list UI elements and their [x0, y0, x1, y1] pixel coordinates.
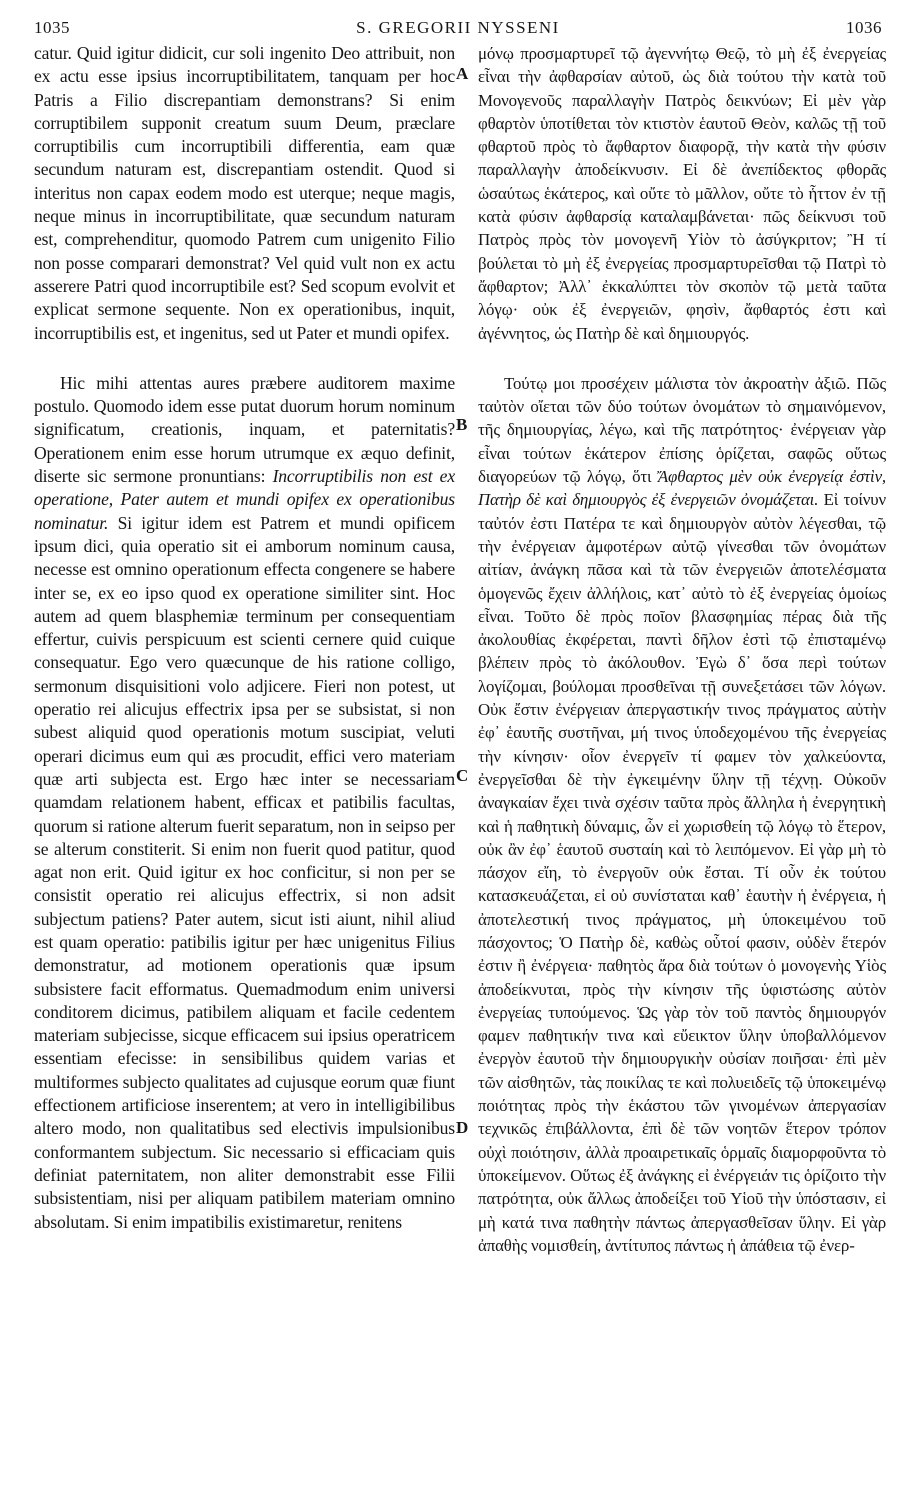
latin-p2-text-b: Si igitur idem est Patrem et mundi opificem ipsum dici, quia operatio sit ei amborum nominum causa, necesse est omnino operationum effecta congenere se habere inter se, ex eo ipso quod ex operatione similiter sint. Hoc autem ad quem blasphemiæ terminum per consequentiam effertur, cuivis perspicuum est scienti cernere quid cuique consequatur. Ego vero quæcunque de his ratione colligo, sermonum disquisitioni volo adjicere. Fieri non potest, ut operatio rei alicujus effectrix ipsa per se subsistat, si non subest aliquid quod operationis motum suscipiat, veluti operari dicimus eum qui æs procudit, effici vero materiam quæ arti subjecta est. Ergo hæc inter se necessariam quamdam relationem habent, efficax et patibilis facultas, quorum si ratione alterum fuerit separatum, non in seipso per se alterum constiterit. Si enim non fuerit quod patitur, quod agat non erit. Quid igitur ex hoc conficitur, si non per se consistit operatio rei alicujus effectrix, si non adsit subjectum patiens? Pater autem, sicut isti aiunt, nihil aliud est quam operatio: patibilis igitur per hæc unigenitus Filius demonstratur, ad motionem operationis quæ ipsum subsistere facit efformatus. Quemadmodum enim universi conditorem dicimus, patibilem aliquam et facile cedentem materiam subjecisse, sicque efficacem sui ipsius operatricem essentiam efecisse: in sensibilibus quidem varias et multiformes subjecto qualitates ad cujusque eorum quæ fiunt effectionem artificiose inserentem; at vero in intelligibilibus altero modo, non qualitatibus sed electivis impulsionibus conformantem subjectum. Sic necessario si efficaciam quis definiat paternitatem, non aliter demonstrabit esse Filii subsistentiam, nisi per aliquam patibilem materiam omnino absolutam. Si enim impatibilis existimaretur, renitens	[34, 512, 455, 1232]
margin-marker-a: A	[456, 64, 469, 83]
margin-marker-c: C	[456, 766, 469, 785]
latin-p2-text-a: Hic mihi attentas aures præbere auditorem maxime postulo. Quomodo idem esse putat duorum horum nominum significatum, creationis, inquam, et paternitatis? Operationem enim esse horum utrumque ex æquo definit, diserte sic sermone pronuntians:	[34, 372, 455, 487]
greek-paragraph-2	[478, 372, 886, 1257]
margin-marker-b: B	[456, 415, 468, 434]
greek-paragraph-1: μόνῳ προσμαρτυρεῖ τῷ ἀγεννήτῳ Θεῷ, τὸ μὴ ἐξ ἐνεργείας εἶναι τὴν ἀφθαρσίαν αὐτοῦ, ὡς διὰ τούτου τὴν κατὰ τοῦ Μονογενοῦς παραλλαγὴν Πατρὸς δεικνύων; Εἰ μὲν γὰρ φθαρτὸν ὑποτίθεται τὸν κτιστὸν ἑαυτοῦ Θεὸν, καλῶς τῇ τοῦ φθαρτοῦ πρὸς τὸ ἄφθαρτον διαφορᾷ, τὴν κατὰ τὴν φύσιν παραλλαγὴν ἀποδείκνυσιν. Εἰ δὲ ἀνεπίδεκτος φθορᾶς ὡσαύτως ἑκάτερος, καὶ οὔτε τὸ μᾶλλον, οὔτε τὸ ἧττον ἐν τῇ κατὰ φύσιν ἀφθαρσίᾳ καταλαμβάνεται· πῶς δείκνυσι τοῦ Πατρὸς πρὸς τὸν μονογενῆ Υἱὸν τὸ ἀσύγκριτον; Ἢ τί βούλεται τὸ μὴ ἐξ ἐνεργείας προσμαρτυρεῖσθαι τῷ Πατρὶ τὸ ἄφθαρτον; Ἀλλ᾽ ἐκκαλύπτει τὸν σκοπὸν τῷ μετὰ ταῦτα λόγῳ· οὐκ ἐξ ἐνεργειῶν, φησὶν, ἄφθαρτός ἐστι καὶ ἀγέννητος, ὡς Πατὴρ δὲ καὶ δημιουργός.	[478, 44, 886, 343]
latin-column	[34, 42, 455, 1234]
latin-p2-italic-quote: Incorruptibilis non est ex operatione, Pater autem et mundi opifex ex operationibus nominatur.	[34, 466, 455, 533]
greek-p2-text-a: Τούτῳ μοι προσέχειν μάλιστα τὸν ἀκροατὴν ἀξιῶ. Πῶς ταὐτὸν οἴεται τῶν δύο τούτων ὀνομάτων τὸ σημαινόμενον, τῆς δημιουργίας, λέγω, καὶ τῆς πατρότητος· ἐνέργειαν γὰρ εἶναι τούτων ἑκάτερον ἐπίσης ὁρίζεται, σαφῶς οὕτως διαγορεύων τῷ λόγῳ, ὅτι	[478, 373, 886, 487]
latin-paragraph-1: catur. Quid igitur didicit, cur soli ingenito Deo attribuit, non ex actu esse ipsius incorruptibilitatem, tanquam per hoc Patris a Filio discrepantiam demonstrans? Si enim corruptibilem supponit creatum suum Deum, præclare corruptibilis cum incorruptibili differentia, eam quæ secundum naturam est, discrepantiam ostendit. Quod si interitus non capax eodem modo est uterque; neque magis, neque minus in incorruptibilitate, quæ secundum naturam est, comprehenditur, quomodo Patrem cum unigenito Filio non posse comparari demonstrat? Vel quid vult non ex actu asserere Patri quod incorruptibile est? Sed scopum evolvit et explicat sermone sequente. Non ex operationibus, inquit, incorruptibilis est, et ingenitus, sed ut Pater et mundi opifex.	[34, 43, 455, 343]
greek-p2-italic-quote: Ἄφθαρτος μὲν οὐκ ἐνεργείᾳ ἐστὶν, Πατὴρ δὲ καὶ δημιουργὸς ἐξ ἐνεργειῶν ὀνομάζεται.	[478, 467, 886, 510]
greek-column	[478, 42, 886, 1257]
running-title: S. GREGORII NYSSENI	[356, 18, 560, 37]
running-header	[34, 14, 882, 40]
page-number-left: 1035	[34, 18, 70, 37]
margin-marker-d: D	[456, 1118, 469, 1137]
greek-p2-text-b: Εἰ τοίνυν ταὐτόν ἐστι Πατέρα τε καὶ δημιουργὸν αὐτὸν λέγεσθαι, τῷ τὴν ἐνέργειαν ἀμφοτέρων αὐτῷ γίνεσθαι τῶν ὀνομάτων αἰτίαν, ἀνάγκη πᾶσα καὶ τὰ τῶν ἐνεργειῶν ἀποτελέσματα ὁμογενῶς ἔχειν ἀλλήλοις, κατ᾽ αὐτὸ τὸ ἐξ ἐνεργείας ὁμοίως εἶναι. Τοῦτο δὲ πρὸς ποῖον βλασφημίας πέρας διὰ τῆς ἀκολουθίας ἐκφέρεται, παντὶ δῆλον ἐστὶ τῷ ἐπισταμένῳ βλέπειν πρὸς τὸ ἀκόλουθον. Ἐγὼ δ᾽ ὅσα περὶ τούτων λογίζομαι, βούλομαι προσθεῖναι τῇ συνεξετάσει τῶν λόγων. Οὐκ ἔστιν ἐνέργειαν ἀπεργαστικήν τινος πράγματος αὐτὴν ἐφ᾽ ἑαυτῆς συστῆναι, μή τινος ὑποδεχομένου τῆς ἐνεργείας τὴν κίνησιν· οἷον ἐνεργεῖν τί φαμεν τὸν χαλκεύοντα, ἐνεργεῖσθαι δὲ τὴν ἐγκειμένην ὕλην τῇ τέχνῃ. Οὐκοῦν ἀναγκαίαν ἔχει τινὰ σχέσιν ταῦτα πρὸς ἄλληλα ἡ ἐνεργητικὴ καὶ ἡ παθητικὴ δύναμις, ὧν εἰ χωρισθείη τῷ λόγῳ τὸ ἕτερον, οὐκ ἂν ἐφ᾽ ἑαυτοῦ συσταίη καὶ τὸ λειπόμενον. Εἰ γὰρ μὴ τὸ πάσχον εἴη, τὸ ἐνεργοῦν οὐκ ἔσται. Τί οὖν ἐκ τούτου κατασκευάζεται, εἰ οὐ συνίσταται καθ᾽ ἑαυτὴν ἡ ἐνέργεια, ἡ ἀποτελεστική τινος πράγματος, μὴ ὑποκειμένου τοῦ πάσχοντος; Ὁ Πατὴρ δὲ, καθὼς οὗτοί φασιν, οὐδὲν ἕτερόν ἐστιν ἢ ἐνέργεια· παθητὸς ἄρα διὰ τούτων ὁ μονογενὴς Υἱὸς ἀποδείκνυται, πρὸς τὴν κίνησιν τῆς ὑφιστώσης αὐτὸν ἐνεργείας τυπούμενος. Ὡς γὰρ τὸν τοῦ παντὸς δημιουργόν φαμεν παθητικήν τινα καὶ εὔεικτον ὕλην ὑποβαλλόμενον ἐνεργὸν ἑαυτοῦ τὴν δημιουργικὴν οὐσίαν ποιῆσαι· ἐπὶ μὲν τῶν αἰσθητῶν, τὰς ποικίλας τε καὶ πολυειδεῖς τῷ ὑποκειμένῳ ποιότητας πρὸς τὴν ἑκάστου τῶν γινομένων ἀπεργασίαν τεχνικῶς ἐπιβάλλοντα, ἐπὶ δὲ τῶν νοητῶν ἕτερον τρόπον οὐχὶ ποιότησιν, ἀλλὰ προαιρετικαῖς ὁρμαῖς διαμορφοῦντα τὸ ὑποκείμενον. Οὕτως ἐξ ἀνάγκης εἰ ἐνέργειάν τις ὁρίζοιτο τὴν πατρότητα, οὐκ ἄλλως ἀποδείξει τοῦ Υἱοῦ τὴν ὑπόστασιν, εἰ μὴ κατά τινα παθητὴν πάντως ἀπεργασθεῖσαν ὕλην. Εἰ γὰρ ἀπαθὴς νομισθείη, ἀντίτυπος πάντως ἡ ἀπάθεια τῷ ἐνερ-	[478, 490, 886, 1255]
latin-paragraph-2	[34, 372, 455, 1234]
page-number-right: 1036	[846, 18, 882, 37]
